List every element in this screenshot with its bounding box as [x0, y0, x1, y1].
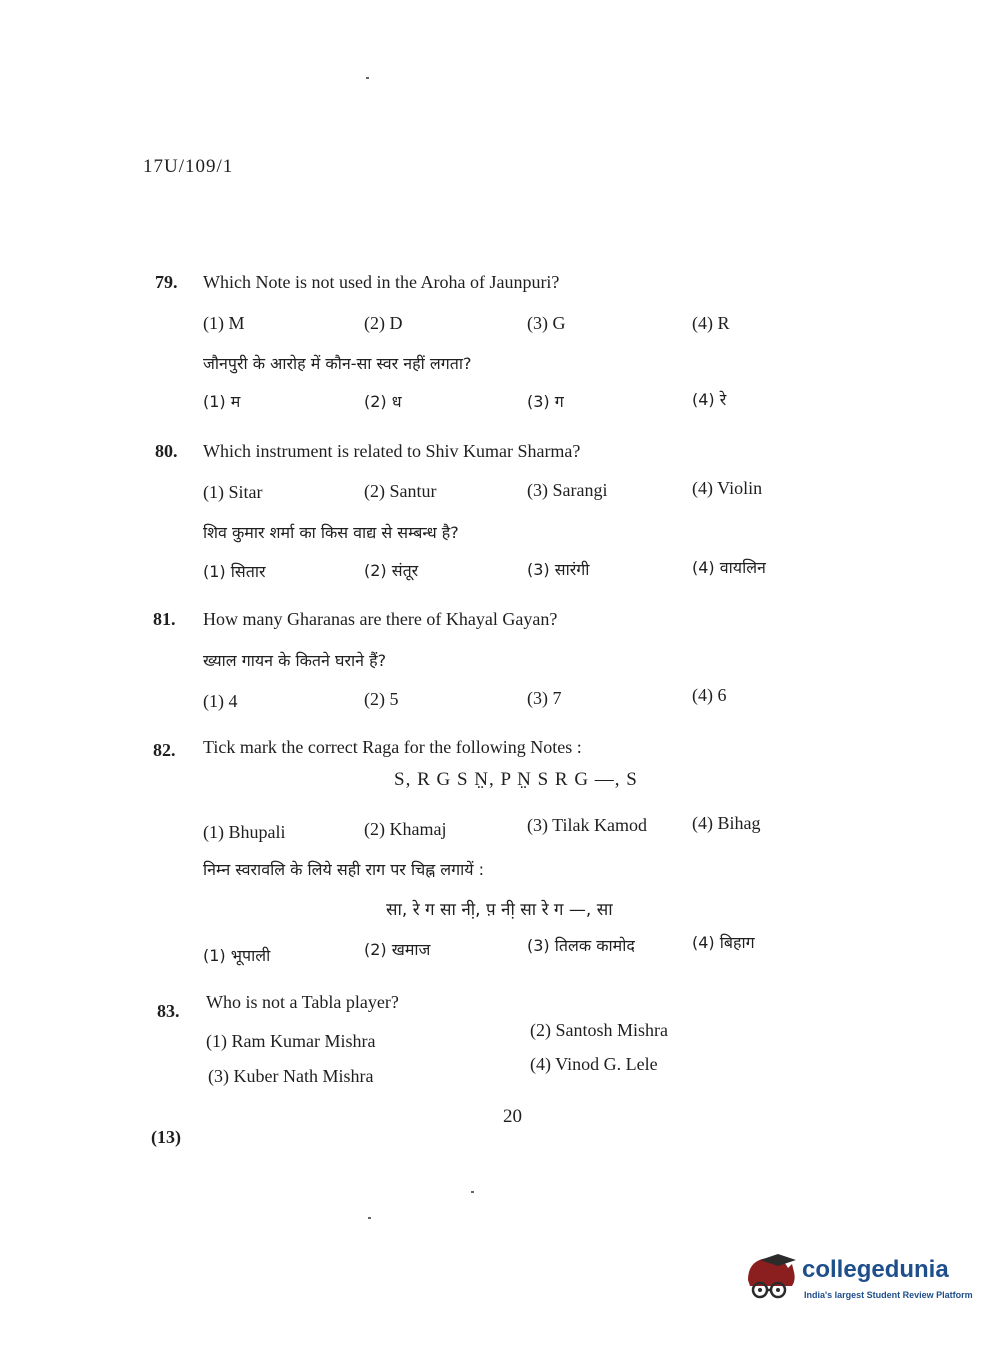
question-number: 79.	[155, 272, 178, 292]
page-number: 20	[503, 1106, 522, 1127]
sequence-number: (13)	[151, 1127, 181, 1147]
option-en-2: (2) Santur	[364, 481, 437, 501]
option-en-1: (1) Sitar	[203, 482, 263, 502]
question-text-hi: ख्याल गायन के कितने घराने हैं?	[203, 651, 387, 670]
option-hi-1: (1) भूपाली	[203, 946, 271, 965]
option-3: (3) 7	[527, 688, 562, 708]
option-4: (4) 6	[692, 685, 727, 705]
option-en-3: (3) Sarangi	[527, 480, 608, 500]
option-hi-1: (1) सितार	[203, 562, 266, 581]
notes-hi: सा, रे ग सा नी़, प़ नी़ सा रे ग —, सा	[386, 900, 613, 920]
question-number: 83.	[157, 1001, 180, 1021]
option-en-4: (4) Violin	[692, 478, 763, 498]
option-3: (3) Kuber Nath Mishra	[208, 1066, 374, 1086]
paper-code: 17U/109/1	[143, 156, 234, 177]
question-number: 80.	[155, 441, 178, 461]
option-4: (4) Vinod G. Lele	[530, 1054, 658, 1074]
option-hi-3: (3) ग	[527, 392, 564, 411]
option-hi-2: (2) ध	[364, 392, 402, 411]
option-hi-4: (4) रे	[692, 390, 727, 409]
question-text-en: Which Note is not used in the Aroha of Jaunpuri?	[203, 272, 560, 292]
question-number: 81.	[153, 609, 176, 629]
option-en-4: (4) R	[692, 313, 730, 333]
option-en-3: (3) G	[527, 313, 566, 333]
scan-speck	[366, 77, 369, 79]
option-hi-3: (3) सारंगी	[527, 560, 590, 579]
option-hi-2: (2) संतूर	[364, 561, 419, 580]
option-1: (1) 4	[203, 691, 238, 711]
question-text-hi: निम्न स्वरावलि के लिये सही राग पर चिह्न लगायें :	[203, 860, 485, 879]
option-hi-4: (4) बिहाग	[692, 933, 755, 952]
brand-name: collegedunia	[802, 1256, 949, 1283]
scan-speck	[368, 1217, 371, 1219]
mascot-icon	[742, 1250, 798, 1306]
option-hi-3: (3) तिलक कामोद	[527, 936, 635, 955]
question-text-hi: जौनपुरी के आरोह में कौन-सा स्वर नहीं लगता?	[203, 354, 472, 373]
question-text-en: Which instrument is related to Shiv Kumar Sharma?	[203, 441, 581, 461]
option-hi-1: (1) म	[203, 392, 241, 411]
question-text-en: How many Gharanas are there of Khayal Gayan?	[203, 609, 558, 629]
option-1: (1) Ram Kumar Mishra	[206, 1031, 376, 1051]
option-hi-2: (2) खमाज	[364, 940, 431, 959]
option-2: (2) 5	[364, 689, 399, 709]
option-en-4: (4) Bihag	[692, 813, 761, 833]
option-en-2: (2) D	[364, 313, 403, 333]
option-hi-4: (4) वायलिन	[692, 558, 766, 577]
question-text-en: Who is not a Tabla player?	[206, 992, 399, 1012]
option-en-1: (1) Bhupali	[203, 822, 286, 842]
notes-en: S, R G S N̤, P N̤ S R G —, S	[394, 769, 638, 790]
question-text-hi: शिव कुमार शर्मा का किस वाद्य से सम्बन्ध है?	[203, 523, 459, 542]
scan-speck	[471, 1191, 474, 1193]
brand-tagline: India's largest Student Review Platform	[804, 1290, 973, 1300]
option-en-3: (3) Tilak Kamod	[527, 815, 648, 835]
option-en-2: (2) Khamaj	[364, 819, 447, 839]
question-text-en: Tick mark the correct Raga for the following Notes :	[203, 737, 582, 757]
option-en-1: (1) M	[203, 313, 245, 333]
collegedunia-watermark	[742, 1250, 972, 1312]
option-2: (2) Santosh Mishra	[530, 1020, 668, 1040]
question-number: 82.	[153, 740, 176, 760]
